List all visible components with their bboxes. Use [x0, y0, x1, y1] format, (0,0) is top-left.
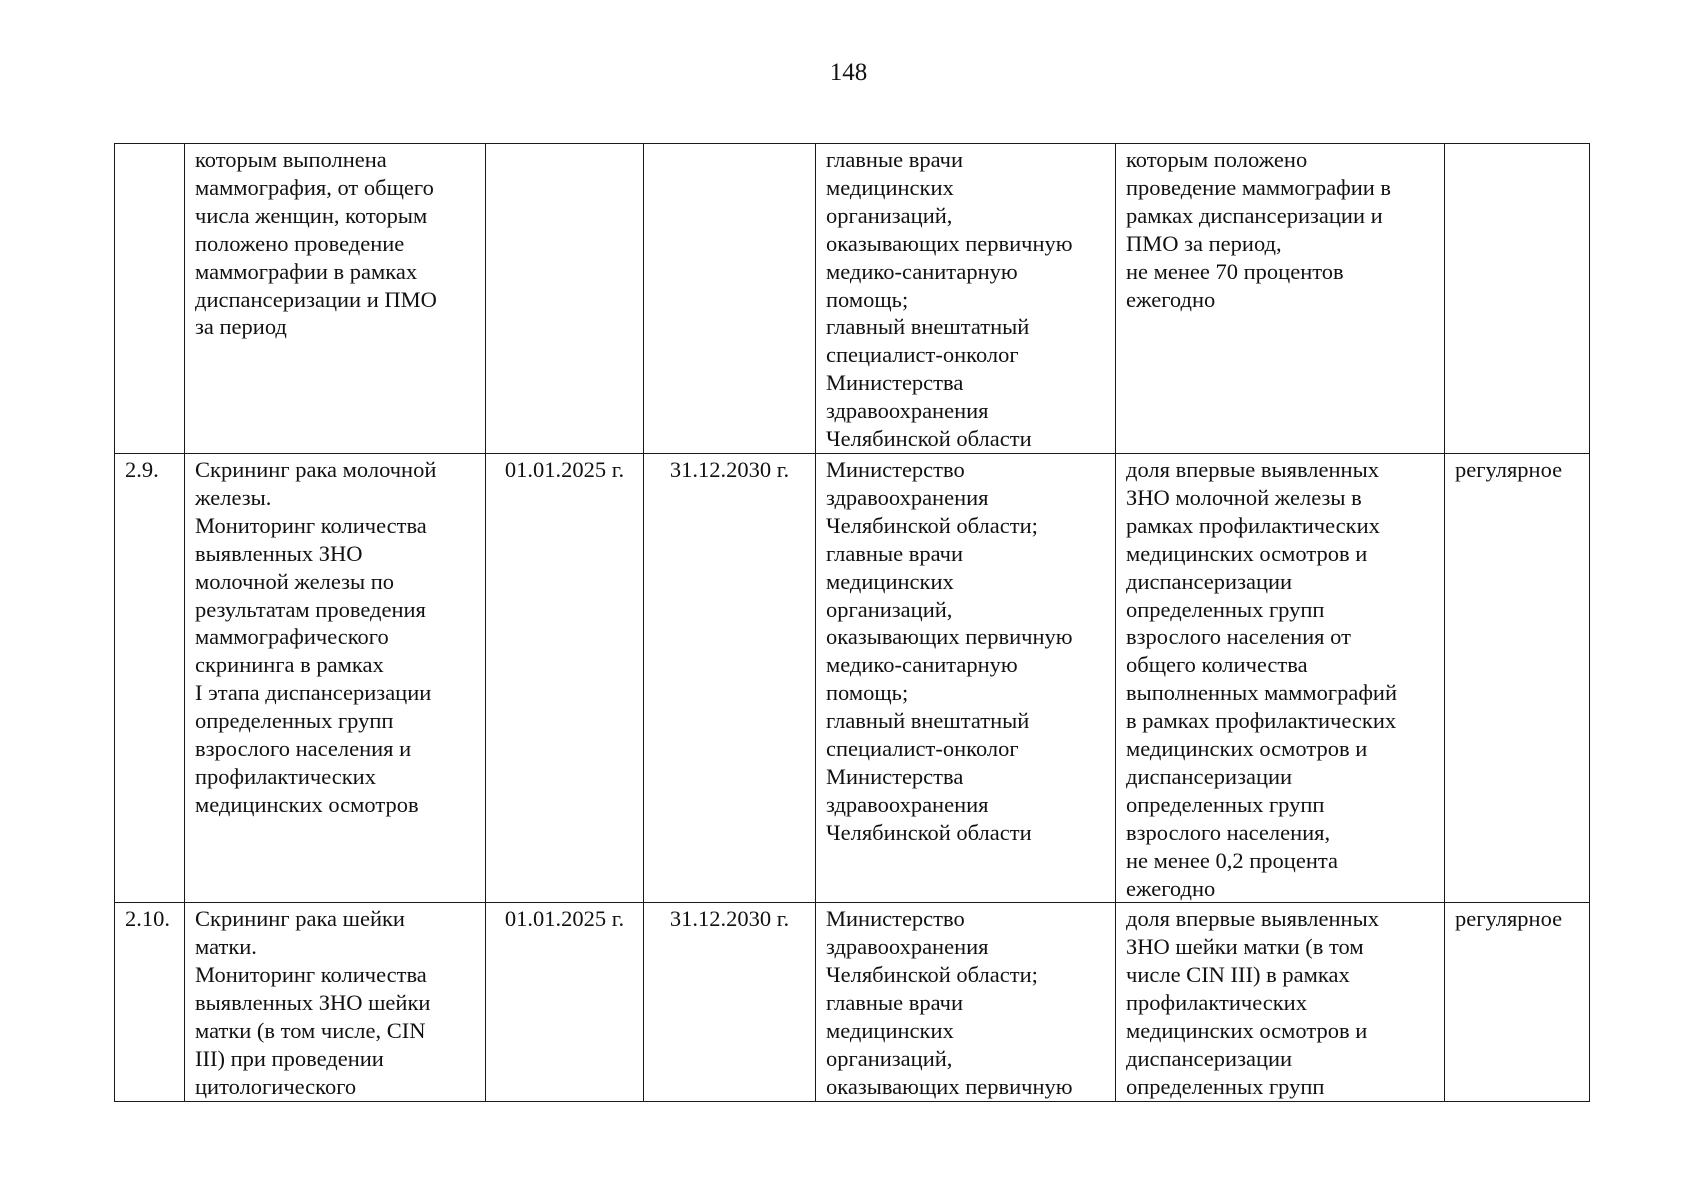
- responsible-cell: главные врачи медицинских организаций, оказывающих первичную медико-санитарную помощь; главный внештатный специалист-онколог Министерства здравоохранения Челябинской области: [816, 144, 1116, 454]
- start-date-cell: 01.01.2025 г.: [486, 903, 644, 1101]
- table-row: [115, 144, 1590, 454]
- periodicity-cell: регулярное: [1445, 903, 1590, 1101]
- table-row: [115, 903, 1590, 1101]
- result-cell: которым положено проведение маммографии в рамках диспансеризации и ПМО за период, не менее 70 процентов ежегодно: [1116, 144, 1445, 454]
- event-cell: Скрининг рака шейки матки. Мониторинг количества выявленных ЗНО шейки матки (в том числе, CIN III) при проведении цитологического: [185, 903, 486, 1101]
- event-cell: которым выполнена маммография, от общего числа женщин, которым положено проведение маммографии в рамках диспансеризации и ПМО за период: [185, 144, 486, 454]
- row-number-cell: [115, 144, 185, 454]
- row-number-cell: 2.10.: [115, 903, 185, 1101]
- responsible-cell: Министерство здравоохранения Челябинской области; главные врачи медицинских организаций, оказывающих первичную медико-санитарную помощь; главный внештатный специалист-онколог Министерства здравоохранения Челябинской области: [816, 453, 1116, 903]
- end-date-cell: 31.12.2030 г.: [644, 453, 816, 903]
- table-row: [115, 453, 1590, 903]
- start-date-cell: 01.01.2025 г.: [486, 453, 644, 903]
- measures-table: [114, 143, 1590, 1102]
- end-date-cell: 31.12.2030 г.: [644, 903, 816, 1101]
- page-number: 148: [829, 59, 868, 86]
- end-date-cell: [644, 144, 816, 454]
- periodicity-cell: [1445, 144, 1590, 454]
- start-date-cell: [486, 144, 644, 454]
- result-cell: доля впервые выявленных ЗНО молочной железы в рамках профилактических медицинских осмотров и диспансеризации определенных групп взрослого населения от общего количества выполненных маммографий в рамках профилактических медицинских осмотров и диспансеризации определенных групп взрослого населения, не менее 0,2 процента ежегодно: [1116, 453, 1445, 903]
- event-cell: Скрининг рака молочной железы. Мониторинг количества выявленных ЗНО молочной железы по результатам проведения маммографического скрининга в рамках I этапа диспансеризации определенных групп взрослого населения и профилактических медицинских осмотров: [185, 453, 486, 903]
- periodicity-cell: регулярное: [1445, 453, 1590, 903]
- responsible-cell: Министерство здравоохранения Челябинской области; главные врачи медицинских организаций, оказывающих первичную: [816, 903, 1116, 1101]
- row-number-cell: 2.9.: [115, 453, 185, 903]
- result-cell: доля впервые выявленных ЗНО шейки матки (в том числе CIN III) в рамках профилактических медицинских осмотров и диспансеризации определенных групп: [1116, 903, 1445, 1101]
